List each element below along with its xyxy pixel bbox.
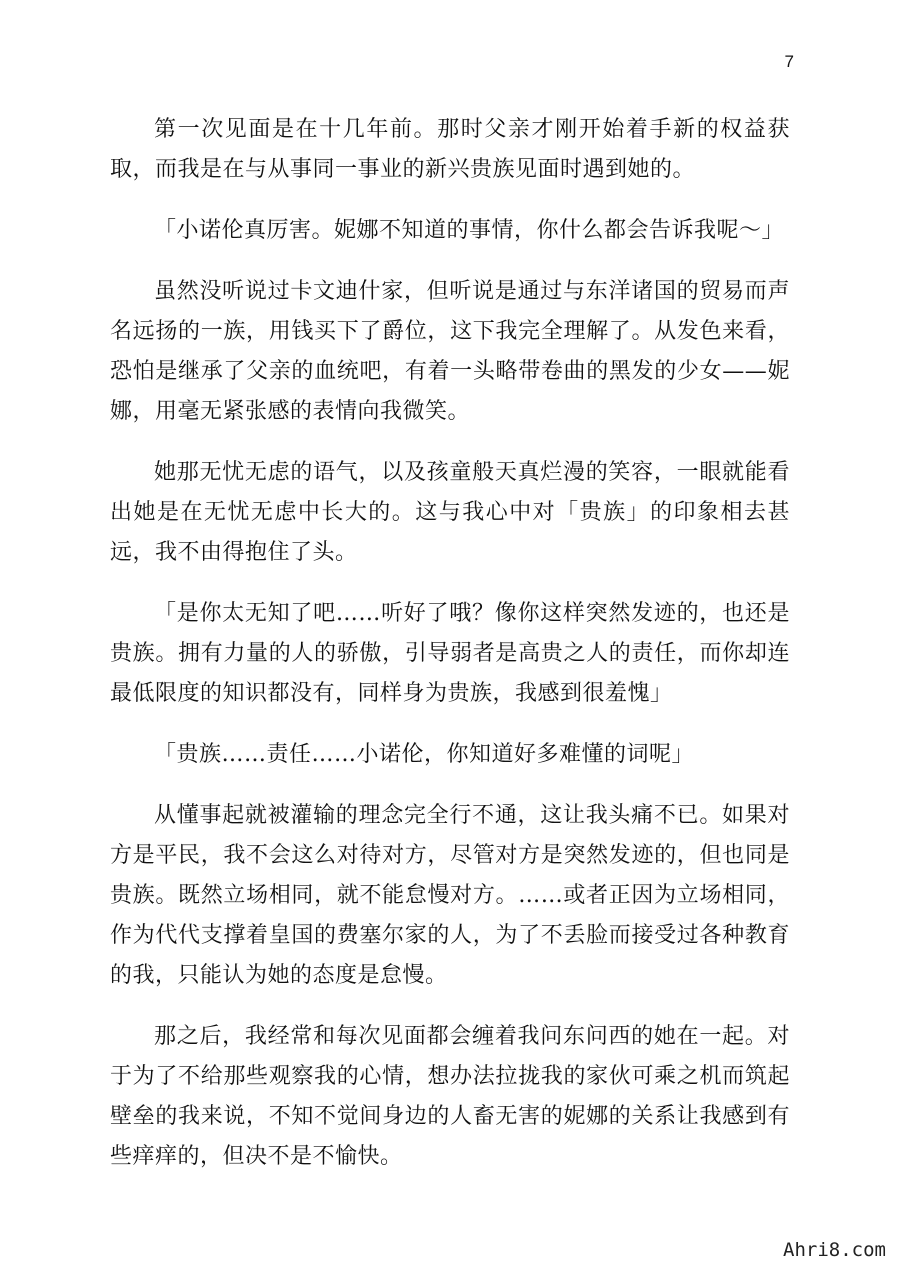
paragraph: 那之后，我经常和每次见面都会缠着我问东问西的她在一起。对于为了不给那些观察我的心情，想办法拉拢我的家伙可乘之机而筑起壁垒的我来说，不知不觉间身边的人畜无害的妮娜的关系让我感到有些痒痒的，但决不是不愉快。 xyxy=(110,1024,790,1169)
page-number: 7 xyxy=(784,52,794,71)
paragraph: 第一次见面是在十几年前。那时父亲才刚开始着手新的权益获取，而我是在与从事同一事业的新兴贵族见面时遇到她的。 xyxy=(110,117,790,182)
paragraph: 她那无忧无虑的语气，以及孩童般天真烂漫的笑容，一眼就能看出她是在无忧无虑中长大的。这与我心中对「贵族」的印象相去甚远，我不由得抱住了头。 xyxy=(110,460,790,565)
paragraph: 「是你太无知了吧……听好了哦？像你这样突然发迹的，也还是贵族。拥有力量的人的骄傲，引导弱者是高贵之人的责任，而你却连最低限度的知识都没有，同样身为贵族，我感到很羞愧」 xyxy=(110,601,790,706)
paragraph: 虽然没听说过卡文迪什家，但听说是通过与东洋诸国的贸易而声名远扬的一族，用钱买下了爵位，这下我完全理解了。从发色来看，恐怕是继承了父亲的血统吧，有着一头略带卷曲的黑发的少女——妮娜，用毫无紧张感的表情向我微笑。 xyxy=(110,279,790,424)
watermark: Ahri8.com xyxy=(783,1239,886,1261)
paragraph: 「小诺伦真厉害。妮娜不知道的事情，你什么都会告诉我呢～」 xyxy=(154,218,785,243)
paragraph: 「贵族……责任……小诺伦，你知道好多难懂的词呢」 xyxy=(154,742,695,767)
paragraph: 从懂事起就被灌输的理念完全行不通，这让我头痛不已。如果对方是平民，我不会这么对待对方，尽管对方是突然发迹的，但也同是贵族。既然立场相同，就不能怠慢对方。……或者正因为立场相同，作为代代支撑着皇国的费塞尔家的人，为了不丢脸而接受过各种教育的我，只能认为她的态度是怠慢。 xyxy=(110,803,790,988)
text-body xyxy=(110,110,790,1198)
